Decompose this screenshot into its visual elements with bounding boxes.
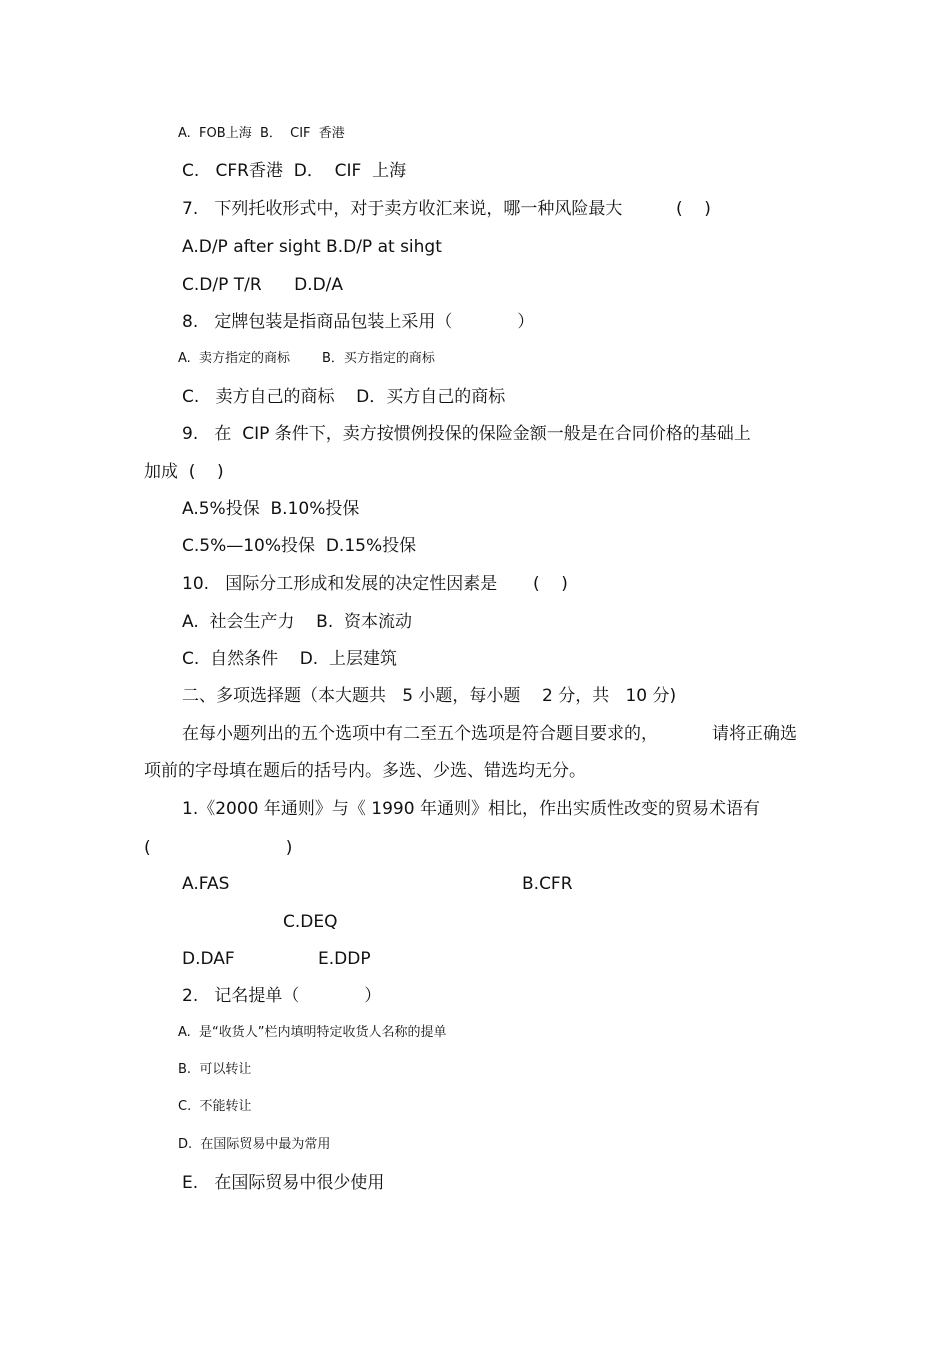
section-instructions: 在每小题列出的五个选项中有二至五个选项是符合题目要求的， (182, 724, 658, 744)
option-line: E.DDP (318, 949, 371, 969)
section-heading: 二、多项选择题（本大题共 5 小题，每小题 2 分，共 10 分) (182, 686, 677, 706)
option-line: C. CFR香港 D． CIF 上海 (182, 161, 407, 181)
option-line: A. 卖方指定的商标 (178, 351, 291, 366)
option-line: D.DAF (182, 949, 235, 969)
answer-bracket: ( ) (144, 838, 293, 858)
question-8: 8. 定牌包装是指商品包装上采用（ ） (182, 312, 535, 332)
question-9: 9. 在 CIP 条件下，卖方按惯例投保的保险金额一般是在合同价格的基础上 (182, 424, 751, 444)
option-line: A. 社会生产力 B. 资本流动 (182, 612, 413, 632)
option-line: A.FAS (182, 874, 230, 894)
option-line: C. 不能转让 (178, 1099, 252, 1114)
option-line: D. 在国际贸易中最为常用 (178, 1137, 331, 1152)
option-line: C. 卖方自己的商标 D．买方自己的商标 (182, 387, 506, 407)
option-line: E. 在国际贸易中很少使用 (182, 1173, 385, 1193)
option-line: B. 可以转让 (178, 1062, 252, 1077)
section-instructions: 请将正确选 (712, 724, 797, 744)
answer-bracket: ( ) (533, 574, 568, 594)
question-7: 7. 下列托收形式中，对于卖方收汇来说，哪一种风险最大 (182, 199, 623, 219)
option-line: C.5%—10%投保 D.15%投保 (182, 536, 417, 556)
option-line: A. 是“收货人”栏内填明特定收货人名称的提单 (178, 1025, 447, 1040)
option-line: A.D/P after sight B.D/P at sihgt (182, 237, 442, 257)
question-9-continued: 加成 ( ) (144, 462, 224, 482)
option-line: B．买方指定的商标 (322, 351, 435, 366)
question-10: 10. 国际分工形成和发展的决定性因素是 (182, 574, 498, 594)
multi-question-2: 2. 记名提单（ ） (182, 986, 382, 1006)
option-line: A. FOB上海 B． CIF 香港 (178, 126, 345, 141)
option-line: C. 自然条件 D. 上层建筑 (182, 649, 397, 669)
option-line: A.5%投保 B.10%投保 (182, 499, 360, 519)
option-line: B.CFR (522, 874, 573, 894)
option-line: C.DEQ (283, 912, 338, 932)
multi-question-1: 1.《2000 年通则》与《 1990 年通则》相比，作出实质性改变的贸易术语有 (182, 799, 760, 819)
option-line: C.D/P T/R D.D/A (182, 275, 344, 295)
answer-bracket: ( ) (676, 199, 711, 219)
section-instructions: 项前的字母填在题后的括号内。多选、少选、错选均无分。 (144, 761, 586, 781)
